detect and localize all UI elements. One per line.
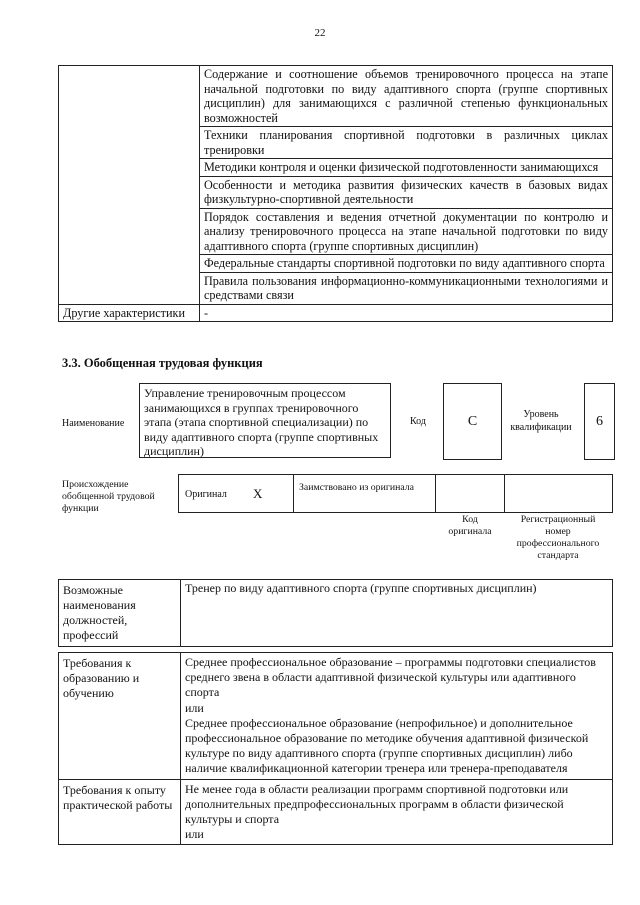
experience-value — [181, 779, 613, 845]
positions-table — [58, 579, 613, 647]
table-row — [59, 66, 613, 127]
section-heading: 3.3. Обобщенная трудовая функция — [62, 356, 263, 370]
table-row — [59, 304, 613, 322]
function-name-value: Управление тренировочным процессом занимающихся в группах тренировочного этапа (этапа спортивной специализации) по виду адаптивного спорта (группе спортивных дисциплин) — [139, 383, 391, 458]
table-row — [59, 580, 613, 647]
positions-value: Тренер по виду адаптивного спорта (группе спортивных дисциплин) — [181, 580, 613, 647]
code-value: C — [443, 383, 502, 460]
table-row — [59, 653, 613, 780]
code-label: Код — [410, 416, 426, 427]
requirements-table — [58, 652, 613, 845]
qualification-level-value: 6 — [584, 383, 615, 460]
knowledge-table — [58, 65, 613, 322]
qualification-level-label: Уровень квалификации — [510, 409, 572, 433]
empty-label-cell — [59, 66, 200, 305]
divider — [435, 475, 436, 512]
name-label: Наименование — [62, 418, 125, 429]
positions-label: Возможные наименования должностей, профессий — [59, 580, 181, 647]
education-value — [181, 653, 613, 780]
origin-table — [178, 474, 613, 513]
borrowed-label: Заимствовано из оригинала — [299, 482, 414, 493]
table-cell: Методики контроля и оценки физической подготовленности занимающихся — [200, 159, 613, 177]
table-row — [59, 779, 613, 845]
origin-label: Происхождение обобщенной трудовой функции — [62, 479, 155, 514]
original-label: Оригинал — [185, 489, 227, 500]
table-cell: Порядок составления и ведения отчетной документации по контролю и анализу тренировочного процесса на этапе начальной подготовки по виду адаптивного спорта (группе спортивных дисциплин) — [200, 208, 613, 255]
table-cell: Правила пользования информационно-коммуникационными технологиями и средствами связи — [200, 272, 613, 304]
other-characteristics-value: - — [200, 304, 613, 322]
divider — [293, 475, 294, 512]
education-line: Среднее профессиональное образование (непрофильное) и дополнительное профессиональное образование по методике обучения адаптивной физической культуре по виду адаптивного спорта (группе спортивных дисциплин) либо наличие квалификационной категории тренера или тренера-преподавателя — [185, 715, 589, 776]
code-original-label: Код оригинала — [448, 514, 492, 537]
education-label: Требования к образованию и обучению — [59, 653, 181, 780]
experience-line: Не менее года в области реализации программ спортивной подготовки или дополнительных предпрофессиональных программ в области физической культуры и спорта — [185, 781, 569, 827]
reg-number-label: Регистрационный номер профессионального стандарта — [516, 514, 600, 561]
other-characteristics-label: Другие характеристики — [59, 304, 200, 322]
original-mark: X — [253, 486, 263, 501]
table-cell: Содержание и соотношение объемов тренировочного процесса на этапе начальной подготовки по виду адаптивного спорта (группе спортивных дисциплин) для занимающихся с различной степенью функциональных возможностей — [200, 66, 613, 127]
table-cell: Федеральные стандарты спортивной подготовки по виду адаптивного спорта — [200, 255, 613, 273]
table-cell: Особенности и методика развития физических качеств в базовых видах физкультурно-спортивной деятельности — [200, 176, 613, 208]
table-cell: Техники планирования спортивной подготовки в различных циклах тренировки — [200, 127, 613, 159]
experience-line: или — [185, 827, 204, 842]
experience-label: Требования к опыту практической работы — [59, 779, 181, 845]
page-number: 22 — [314, 27, 326, 39]
divider — [504, 475, 505, 512]
education-line: или — [185, 700, 204, 715]
education-line: Среднее профессиональное образование – программы подготовки специалистов среднего звена в области адаптивной физической культуры или адаптивного спорта — [185, 655, 596, 700]
